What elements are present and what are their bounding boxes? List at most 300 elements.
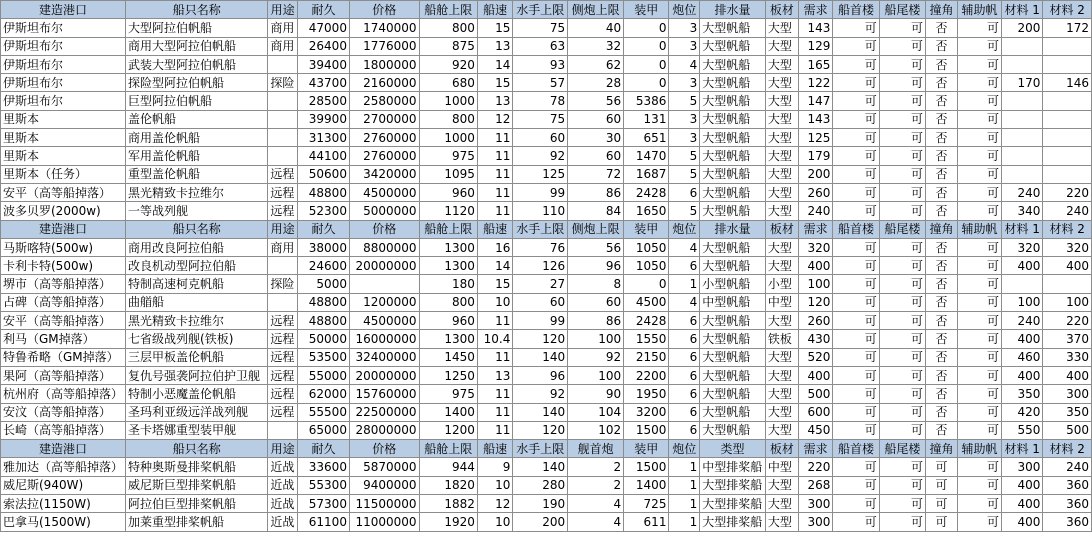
cell-displacement[interactable]: 大型帆船 [700,348,766,366]
cell-usage[interactable]: 远程 [268,403,298,421]
cell-ship-name[interactable]: 特制小恶魔盖伦帆船 [126,385,268,403]
cell-speed[interactable]: 11 [477,129,512,147]
cell-cabin-limit[interactable]: 1300 [419,330,477,348]
cell-port[interactable]: 威尼斯(940W) [1,476,126,494]
cell-armor[interactable]: 0 [624,275,669,293]
cell-sterncastle[interactable]: 可 [879,513,925,531]
cell-displacement[interactable]: 大型帆船 [700,55,766,73]
cell-port[interactable]: 伊斯坦布尔 [1,37,126,55]
cell-cannon-limit[interactable]: 86 [568,312,624,330]
cell-sterncastle[interactable]: 可 [879,110,925,128]
cell-forecastle[interactable]: 可 [833,257,879,275]
cell-armor[interactable]: 1400 [624,476,669,494]
cell-ram[interactable]: 可 [926,495,958,513]
cell-usage[interactable]: 探险 [268,275,298,293]
cell-port[interactable]: 索法拉(1150W) [1,495,126,513]
cell-usage[interactable] [268,421,298,439]
cell-hull-material[interactable]: 大型 [765,312,798,330]
cell-port[interactable]: 伊斯坦布尔 [1,74,126,92]
cell-hull-material[interactable]: 中型 [765,458,798,476]
cell-sailor-limit[interactable]: 27 [513,275,568,293]
cell-armor[interactable]: 1470 [624,147,669,165]
cell-displacement[interactable]: 大型帆船 [700,257,766,275]
cell-cabin-limit[interactable]: 800 [419,19,477,37]
cell-ship-name[interactable]: 阿拉伯巨型排桨帆船 [126,495,268,513]
cell-durability[interactable]: 33600 [297,458,349,476]
cell-price[interactable]: 4500000 [349,312,419,330]
cell-ship-name[interactable]: 七省级战列舰(铁板) [126,330,268,348]
cell-gun-slots[interactable]: 6 [669,403,700,421]
cell-gun-slots[interactable]: 5 [669,147,700,165]
cell-gun-slots[interactable]: 6 [669,183,700,201]
cell-requirement[interactable]: 179 [798,147,832,165]
cell-sailor-limit[interactable]: 93 [513,55,568,73]
cell-sailor-limit[interactable]: 92 [513,147,568,165]
cell-hull-material[interactable]: 大型 [765,385,798,403]
cell-gun-slots[interactable]: 1 [669,476,700,494]
cell-gun-slots[interactable]: 6 [669,385,700,403]
cell-port[interactable]: 长崎（高等船掉落） [1,421,126,439]
cell-requirement[interactable]: 300 [798,513,832,531]
cell-aux-sail[interactable]: 可 [958,183,1002,201]
cell-material-2[interactable]: 330 [1043,348,1092,366]
cell-requirement[interactable]: 400 [798,366,832,384]
cell-aux-sail[interactable]: 可 [958,421,1002,439]
cell-gun-slots[interactable]: 4 [669,55,700,73]
cell-hull-material[interactable]: 大型 [765,366,798,384]
cell-armor[interactable]: 1950 [624,385,669,403]
cell-requirement[interactable]: 147 [798,92,832,110]
cell-ship-name[interactable]: 武装大型阿拉伯帆船 [126,55,268,73]
cell-hull-material[interactable]: 大型 [765,74,798,92]
cell-ship-name[interactable]: 商用改良阿拉伯船 [126,238,268,256]
cell-speed[interactable]: 11 [477,403,512,421]
cell-requirement[interactable]: 320 [798,238,832,256]
cell-sailor-limit[interactable]: 140 [513,403,568,421]
cell-sterncastle[interactable]: 可 [879,293,925,311]
cell-requirement[interactable]: 600 [798,403,832,421]
cell-aux-sail[interactable]: 可 [958,238,1002,256]
cell-displacement[interactable]: 大型帆船 [700,312,766,330]
cell-armor[interactable]: 1500 [624,421,669,439]
cell-cannon-limit[interactable]: 104 [568,403,624,421]
cell-sterncastle[interactable]: 可 [879,55,925,73]
cell-hull-material[interactable]: 大型 [765,495,798,513]
cell-sailor-limit[interactable]: 78 [513,92,568,110]
cell-ship-name[interactable]: 重型盖伦帆船 [126,165,268,183]
cell-armor[interactable]: 611 [624,513,669,531]
cell-cabin-limit[interactable]: 920 [419,55,477,73]
cell-forecastle[interactable]: 可 [833,147,879,165]
cell-speed[interactable]: 11 [477,147,512,165]
cell-ship-name[interactable]: 三层甲板盖伦帆船 [126,348,268,366]
cell-armor[interactable]: 131 [624,110,669,128]
cell-ram[interactable]: 否 [926,421,958,439]
cell-material-1[interactable]: 420 [1002,403,1043,421]
cell-material-2[interactable]: 240 [1043,202,1092,220]
cell-ship-name[interactable]: 一等战列舰 [126,202,268,220]
cell-forecastle[interactable]: 可 [833,513,879,531]
cell-hull-material[interactable]: 大型 [765,348,798,366]
cell-sterncastle[interactable]: 可 [879,330,925,348]
cell-material-2[interactable]: 360 [1043,495,1092,513]
cell-cannon-limit[interactable]: 2 [568,476,624,494]
cell-durability[interactable]: 44100 [297,147,349,165]
cell-durability[interactable]: 39400 [297,55,349,73]
cell-usage[interactable] [268,92,298,110]
cell-ram[interactable]: 否 [926,183,958,201]
cell-price[interactable]: 1740000 [349,19,419,37]
cell-hull-material[interactable]: 大型 [765,403,798,421]
cell-port[interactable]: 里斯本 [1,110,126,128]
cell-forecastle[interactable]: 可 [833,330,879,348]
cell-ship-name[interactable]: 特种奥斯曼排桨帆船 [126,458,268,476]
cell-material-1[interactable] [1002,92,1043,110]
cell-material-1[interactable]: 200 [1002,19,1043,37]
cell-gun-slots[interactable]: 3 [669,37,700,55]
cell-forecastle[interactable]: 可 [833,275,879,293]
cell-cabin-limit[interactable]: 960 [419,312,477,330]
cell-cannon-limit[interactable]: 102 [568,421,624,439]
cell-aux-sail[interactable]: 可 [958,348,1002,366]
cell-ram[interactable]: 否 [926,275,958,293]
cell-gun-slots[interactable]: 1 [669,495,700,513]
cell-armor[interactable]: 3200 [624,403,669,421]
cell-ram[interactable]: 否 [926,19,958,37]
cell-ship-name[interactable]: 特制高速柯克帆船 [126,275,268,293]
cell-gun-slots[interactable]: 1 [669,275,700,293]
cell-gun-slots[interactable]: 6 [669,312,700,330]
cell-usage[interactable] [268,293,298,311]
cell-ship-name[interactable]: 黑光精致卡拉维尔 [126,312,268,330]
cell-hull-material[interactable]: 大型 [765,476,798,494]
cell-durability[interactable]: 52300 [297,202,349,220]
cell-usage[interactable]: 远程 [268,348,298,366]
cell-forecastle[interactable]: 可 [833,348,879,366]
cell-displacement[interactable]: 大型排桨船 [700,476,766,494]
cell-material-2[interactable]: 370 [1043,330,1092,348]
cell-speed[interactable]: 14 [477,257,512,275]
cell-displacement[interactable]: 大型帆船 [700,183,766,201]
cell-requirement[interactable]: 129 [798,37,832,55]
cell-sterncastle[interactable]: 可 [879,476,925,494]
cell-speed[interactable]: 10 [477,293,512,311]
cell-material-1[interactable]: 300 [1002,458,1043,476]
cell-forecastle[interactable]: 可 [833,421,879,439]
cell-price[interactable]: 11000000 [349,513,419,531]
cell-ship-name[interactable]: 盖伦帆船 [126,110,268,128]
cell-material-1[interactable] [1002,165,1043,183]
cell-hull-material[interactable]: 大型 [765,92,798,110]
cell-armor[interactable]: 2150 [624,348,669,366]
cell-sailor-limit[interactable]: 60 [513,129,568,147]
cell-cabin-limit[interactable]: 1882 [419,495,477,513]
cell-ship-name[interactable]: 巨型阿拉伯帆船 [126,92,268,110]
cell-aux-sail[interactable]: 可 [958,110,1002,128]
cell-sailor-limit[interactable]: 75 [513,110,568,128]
cell-port[interactable]: 果阿（高等船掉落） [1,366,126,384]
cell-hull-material[interactable]: 大型 [765,37,798,55]
cell-material-1[interactable]: 460 [1002,348,1043,366]
cell-usage[interactable]: 商用 [268,238,298,256]
cell-material-2[interactable] [1043,55,1092,73]
cell-ship-name[interactable]: 商用大型阿拉伯帆船 [126,37,268,55]
cell-ram[interactable]: 否 [926,257,958,275]
cell-material-1[interactable]: 240 [1002,183,1043,201]
cell-port[interactable]: 安汶（高等船掉落） [1,403,126,421]
cell-sterncastle[interactable]: 可 [879,37,925,55]
cell-armor[interactable]: 0 [624,37,669,55]
cell-displacement[interactable]: 大型帆船 [700,366,766,384]
cell-sailor-limit[interactable]: 140 [513,348,568,366]
cell-usage[interactable]: 远程 [268,385,298,403]
cell-port[interactable]: 安平（高等船掉落） [1,312,126,330]
cell-gun-slots[interactable]: 6 [669,330,700,348]
cell-price[interactable]: 2760000 [349,129,419,147]
cell-sailor-limit[interactable]: 99 [513,183,568,201]
cell-speed[interactable]: 11 [477,165,512,183]
cell-speed[interactable]: 13 [477,37,512,55]
cell-gun-slots[interactable]: 6 [669,257,700,275]
cell-forecastle[interactable]: 可 [833,92,879,110]
cell-sterncastle[interactable]: 可 [879,19,925,37]
cell-price[interactable]: 11500000 [349,495,419,513]
cell-displacement[interactable]: 大型帆船 [700,147,766,165]
cell-forecastle[interactable]: 可 [833,458,879,476]
cell-material-2[interactable]: 220 [1043,183,1092,201]
cell-price[interactable]: 5870000 [349,458,419,476]
cell-cannon-limit[interactable]: 4 [568,495,624,513]
cell-cabin-limit[interactable]: 1300 [419,257,477,275]
cell-forecastle[interactable]: 可 [833,37,879,55]
cell-aux-sail[interactable]: 可 [958,92,1002,110]
cell-forecastle[interactable]: 可 [833,55,879,73]
cell-ship-name[interactable]: 加莱重型排桨帆船 [126,513,268,531]
cell-price[interactable]: 2160000 [349,74,419,92]
cell-aux-sail[interactable]: 可 [958,37,1002,55]
cell-cannon-limit[interactable]: 72 [568,165,624,183]
cell-hull-material[interactable]: 小型 [765,275,798,293]
cell-hull-material[interactable]: 大型 [765,421,798,439]
cell-material-1[interactable]: 400 [1002,257,1043,275]
cell-speed[interactable]: 10.4 [477,330,512,348]
cell-aux-sail[interactable]: 可 [958,55,1002,73]
cell-armor[interactable]: 651 [624,129,669,147]
cell-durability[interactable]: 57300 [297,495,349,513]
cell-hull-material[interactable]: 中型 [765,293,798,311]
cell-aux-sail[interactable]: 可 [958,366,1002,384]
cell-durability[interactable]: 31300 [297,129,349,147]
cell-aux-sail[interactable]: 可 [958,403,1002,421]
cell-hull-material[interactable]: 大型 [765,19,798,37]
cell-sterncastle[interactable]: 可 [879,366,925,384]
cell-ship-name[interactable]: 黑光精致卡拉维尔 [126,183,268,201]
cell-durability[interactable]: 55500 [297,403,349,421]
cell-price[interactable]: 20000000 [349,366,419,384]
cell-aux-sail[interactable]: 可 [958,165,1002,183]
cell-armor[interactable]: 1687 [624,165,669,183]
cell-gun-slots[interactable]: 1 [669,458,700,476]
cell-price[interactable]: 2700000 [349,110,419,128]
cell-armor[interactable]: 2428 [624,312,669,330]
cell-price[interactable]: 9400000 [349,476,419,494]
cell-hull-material[interactable]: 大型 [765,147,798,165]
cell-gun-slots[interactable]: 4 [669,238,700,256]
cell-usage[interactable]: 远程 [268,183,298,201]
cell-ram[interactable]: 否 [926,330,958,348]
cell-durability[interactable]: 50600 [297,165,349,183]
cell-displacement[interactable]: 大型帆船 [700,202,766,220]
cell-material-2[interactable] [1043,275,1092,293]
cell-requirement[interactable]: 430 [798,330,832,348]
cell-aux-sail[interactable]: 可 [958,129,1002,147]
cell-material-2[interactable]: 146 [1043,74,1092,92]
cell-port[interactable]: 特鲁希略（GM掉落） [1,348,126,366]
cell-material-1[interactable] [1002,37,1043,55]
cell-port[interactable]: 里斯本（任务） [1,165,126,183]
cell-sailor-limit[interactable]: 76 [513,238,568,256]
cell-displacement[interactable]: 大型排桨船 [700,513,766,531]
cell-material-2[interactable]: 100 [1043,293,1092,311]
cell-material-1[interactable]: 170 [1002,74,1043,92]
cell-ram[interactable]: 否 [926,238,958,256]
cell-sterncastle[interactable]: 可 [879,147,925,165]
cell-requirement[interactable]: 200 [798,165,832,183]
cell-price[interactable]: 1200000 [349,293,419,311]
cell-gun-slots[interactable]: 5 [669,202,700,220]
cell-port[interactable]: 马斯喀特(500w) [1,238,126,256]
cell-durability[interactable]: 61100 [297,513,349,531]
cell-ship-name[interactable]: 军用盖伦帆船 [126,147,268,165]
cell-ship-name[interactable]: 大型阿拉伯帆船 [126,19,268,37]
cell-ram[interactable]: 否 [926,110,958,128]
cell-material-1[interactable]: 400 [1002,495,1043,513]
cell-sailor-limit[interactable]: 190 [513,495,568,513]
cell-displacement[interactable]: 大型帆船 [700,19,766,37]
cell-forecastle[interactable]: 可 [833,74,879,92]
cell-price[interactable]: 2760000 [349,147,419,165]
cell-material-1[interactable]: 240 [1002,312,1043,330]
cell-aux-sail[interactable]: 可 [958,513,1002,531]
cell-gun-slots[interactable]: 3 [669,74,700,92]
cell-durability[interactable]: 24600 [297,257,349,275]
cell-aux-sail[interactable]: 可 [958,495,1002,513]
cell-material-2[interactable] [1043,165,1092,183]
cell-gun-slots[interactable]: 3 [669,129,700,147]
cell-material-1[interactable] [1002,110,1043,128]
cell-ram[interactable]: 可 [926,513,958,531]
cell-armor[interactable]: 0 [624,19,669,37]
cell-material-1[interactable] [1002,275,1043,293]
cell-sterncastle[interactable]: 可 [879,495,925,513]
cell-cabin-limit[interactable]: 800 [419,110,477,128]
cell-displacement[interactable]: 大型帆船 [700,129,766,147]
cell-durability[interactable]: 38000 [297,238,349,256]
cell-ram[interactable]: 否 [926,385,958,403]
cell-cannon-limit[interactable]: 86 [568,183,624,201]
cell-material-1[interactable]: 400 [1002,476,1043,494]
cell-aux-sail[interactable]: 可 [958,74,1002,92]
cell-forecastle[interactable]: 可 [833,183,879,201]
cell-armor[interactable]: 1050 [624,238,669,256]
cell-speed[interactable]: 11 [477,421,512,439]
cell-ship-name[interactable]: 圣玛利亚级远洋战列舰 [126,403,268,421]
cell-displacement[interactable]: 小型帆船 [700,275,766,293]
cell-cabin-limit[interactable]: 1300 [419,238,477,256]
cell-price[interactable]: 1776000 [349,37,419,55]
cell-price[interactable]: 4500000 [349,183,419,201]
cell-requirement[interactable]: 450 [798,421,832,439]
cell-ship-name[interactable]: 复仇号强袭阿拉伯护卫舰 [126,366,268,384]
cell-ram[interactable]: 否 [926,74,958,92]
cell-durability[interactable]: 26400 [297,37,349,55]
cell-requirement[interactable]: 143 [798,19,832,37]
cell-material-2[interactable]: 400 [1043,257,1092,275]
cell-forecastle[interactable]: 可 [833,293,879,311]
cell-gun-slots[interactable]: 3 [669,110,700,128]
cell-aux-sail[interactable]: 可 [958,202,1002,220]
cell-sailor-limit[interactable]: 63 [513,37,568,55]
cell-usage[interactable]: 近战 [268,458,298,476]
cell-armor[interactable]: 1650 [624,202,669,220]
cell-speed[interactable]: 10 [477,476,512,494]
cell-port[interactable]: 安平（高等船掉落） [1,183,126,201]
cell-cannon-limit[interactable]: 100 [568,366,624,384]
cell-durability[interactable]: 5000 [297,275,349,293]
cell-hull-material[interactable]: 大型 [765,257,798,275]
cell-cabin-limit[interactable]: 1250 [419,366,477,384]
cell-material-1[interactable] [1002,55,1043,73]
cell-material-2[interactable]: 360 [1043,513,1092,531]
cell-sailor-limit[interactable]: 280 [513,476,568,494]
cell-usage[interactable] [268,257,298,275]
cell-material-1[interactable]: 400 [1002,513,1043,531]
cell-usage[interactable]: 远程 [268,202,298,220]
cell-hull-material[interactable]: 铁板 [765,330,798,348]
cell-sailor-limit[interactable]: 99 [513,312,568,330]
cell-displacement[interactable]: 大型帆船 [700,421,766,439]
cell-sailor-limit[interactable]: 126 [513,257,568,275]
cell-price[interactable]: 22500000 [349,403,419,421]
cell-displacement[interactable]: 大型帆船 [700,37,766,55]
cell-requirement[interactable]: 260 [798,312,832,330]
cell-displacement[interactable]: 大型帆船 [700,110,766,128]
cell-usage[interactable] [268,55,298,73]
cell-cannon-limit[interactable]: 84 [568,202,624,220]
cell-material-1[interactable]: 100 [1002,293,1043,311]
cell-port[interactable]: 里斯本 [1,147,126,165]
cell-usage[interactable]: 近战 [268,476,298,494]
cell-requirement[interactable]: 260 [798,183,832,201]
cell-speed[interactable]: 15 [477,19,512,37]
cell-forecastle[interactable]: 可 [833,202,879,220]
cell-price[interactable]: 32400000 [349,348,419,366]
cell-cabin-limit[interactable]: 1820 [419,476,477,494]
cell-cabin-limit[interactable]: 680 [419,74,477,92]
cell-speed[interactable]: 16 [477,238,512,256]
cell-ram[interactable]: 否 [926,147,958,165]
cell-price[interactable]: 16000000 [349,330,419,348]
cell-speed[interactable]: 15 [477,275,512,293]
cell-hull-material[interactable]: 大型 [765,129,798,147]
cell-gun-slots[interactable]: 6 [669,421,700,439]
cell-armor[interactable]: 0 [624,55,669,73]
cell-displacement[interactable]: 大型帆船 [700,92,766,110]
cell-cannon-limit[interactable]: 92 [568,348,624,366]
cell-sailor-limit[interactable]: 125 [513,165,568,183]
cell-durability[interactable]: 53500 [297,348,349,366]
cell-material-2[interactable]: 360 [1043,476,1092,494]
